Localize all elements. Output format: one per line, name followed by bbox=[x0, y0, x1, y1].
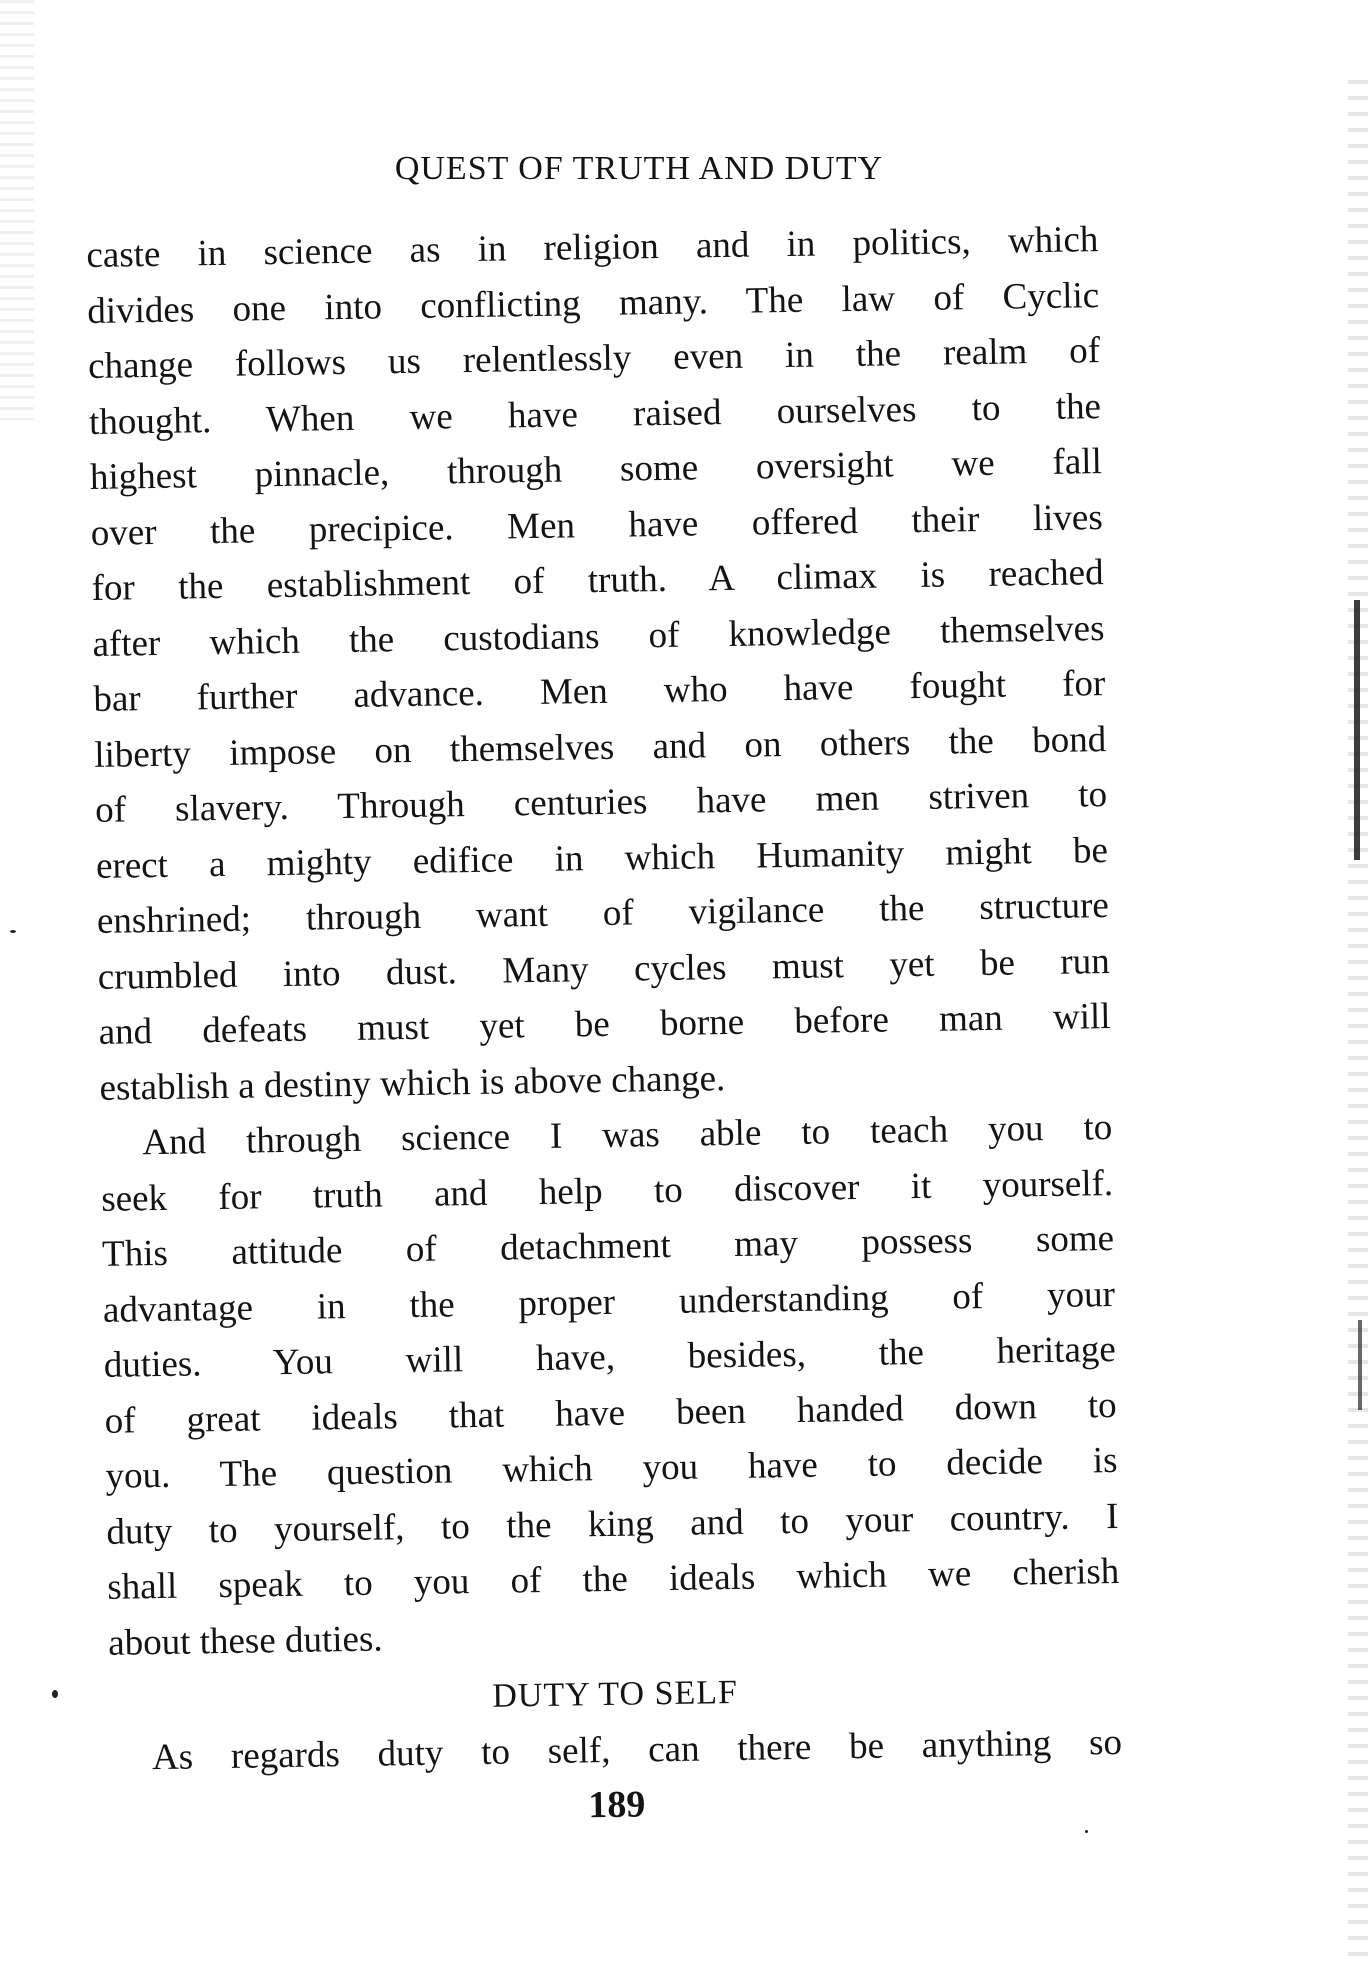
text-line: As regards duty to self, can there be anything so bbox=[151, 1721, 1123, 1778]
text-line: crumbled into dust. Many cycles must yet be run bbox=[97, 940, 1110, 998]
text-line: of great ideals that have been handed down to bbox=[104, 1384, 1117, 1442]
text-line: liberty impose on themselves and on others the bond bbox=[93, 718, 1107, 776]
text-line: after which the custodians of knowledge themselves bbox=[92, 607, 1105, 665]
running-head: QUEST OF TRUTH AND DUTY bbox=[394, 150, 884, 187]
text-line: highest pinnacle, through some oversight we fall bbox=[89, 441, 1103, 498]
text-line: you. The question which you have to decide is bbox=[105, 1439, 1118, 1497]
scan-edge-mark bbox=[1354, 600, 1360, 860]
text-line: about these duties. bbox=[107, 1618, 383, 1664]
text-line: shall speak to you of the ideals which we cherish bbox=[107, 1550, 1120, 1608]
scan-edge-right bbox=[1348, 80, 1368, 1960]
scan-speck bbox=[52, 1690, 58, 1698]
body-text bbox=[86, 212, 1123, 1841]
text-line: of slavery. Through centuries have men striven to bbox=[94, 774, 1108, 831]
text-line: establish a destiny which is above change. bbox=[99, 1057, 726, 1109]
text-line: over the precipice. Men have offered their lives bbox=[90, 496, 1103, 554]
text-line: And through science I was able to teach you to bbox=[142, 1106, 1113, 1164]
text-line: duties. You will have, besides, the heritage bbox=[103, 1328, 1117, 1386]
text-line: caste in science as in religion and in politics, which bbox=[86, 219, 1099, 276]
text-line: and defeats must yet be borne before man will bbox=[98, 996, 1111, 1053]
text-line: divides one into conflicting many. The law of Cyclic bbox=[86, 274, 1100, 332]
text-line: duty to yourself, to the king and to your country. I bbox=[106, 1495, 1119, 1553]
text-line: bar further advance. Men who have fought for bbox=[93, 663, 1106, 720]
scan-edge-mark bbox=[1358, 1320, 1362, 1410]
text-line: erect a mighty edifice in which Humanity might be bbox=[95, 829, 1109, 887]
text-line: advantage in the proper understanding of your bbox=[102, 1273, 1116, 1331]
text-line: for the establishment of truth. A climax is reached bbox=[91, 552, 1104, 609]
paragraph-2 bbox=[100, 1100, 1121, 1671]
scan-speck bbox=[10, 930, 16, 933]
scan-speck bbox=[1085, 1830, 1088, 1833]
text-line: seek for truth and help to discover it yourself. bbox=[100, 1162, 1114, 1220]
scan-edge-left bbox=[0, 0, 34, 420]
text-line: change follows us relentlessly even in the realm of bbox=[87, 330, 1101, 387]
page-number: 189 bbox=[588, 1783, 646, 1827]
text-line: This attitude of detachment may possess some bbox=[101, 1217, 1115, 1275]
section-heading: DUTY TO SELF bbox=[492, 1673, 739, 1715]
paragraph-1 bbox=[86, 212, 1112, 1116]
text-line: enshrined; through want of vigilance the structure bbox=[96, 885, 1110, 942]
text-line: thought. When we have raised ourselves to the bbox=[88, 385, 1102, 443]
